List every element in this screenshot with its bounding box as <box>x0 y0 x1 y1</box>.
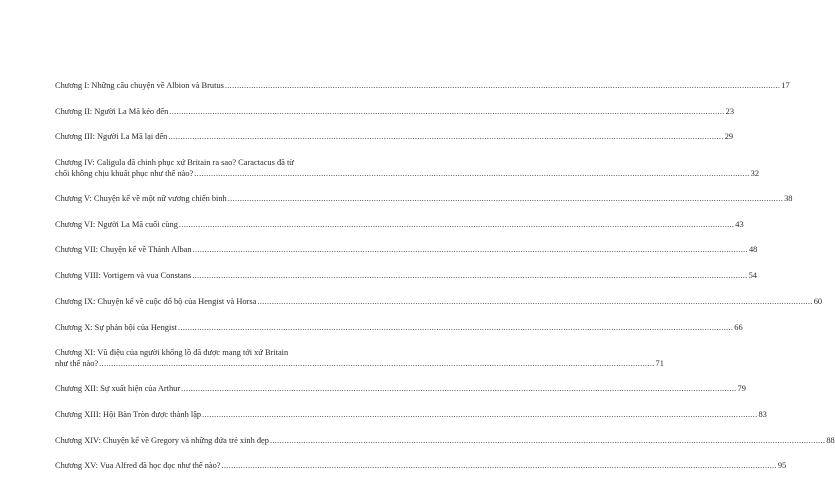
toc-entry-7[interactable] <box>55 244 758 255</box>
toc-entry-10[interactable] <box>55 322 743 333</box>
toc-entry-14[interactable] <box>55 435 835 446</box>
toc-entry-page: 48 <box>748 245 758 255</box>
toc-entry-title: Chương XII: Sự xuất hiện của Arthur <box>55 384 181 394</box>
toc-entry-title: Chương III: Người La Mã lại đến <box>55 132 168 142</box>
leader-dots <box>202 409 757 420</box>
toc-entry-13[interactable] <box>55 409 767 420</box>
toc-entry-12[interactable] <box>55 383 746 394</box>
toc-entry-page: 79 <box>737 384 746 394</box>
toc-entry-title: Chương I: Những câu chuyện về Albion và Brutus <box>55 81 224 90</box>
leader-dots <box>270 435 825 446</box>
toc-entry-page: 38 <box>784 194 793 204</box>
toc-entry-page: 71 <box>655 359 664 369</box>
toc-entry-title: Chương IX: Chuyện kể về cuộc đổ bộ của Hengist và Horsa <box>55 296 257 306</box>
leader-dots <box>169 106 724 117</box>
leader-dots <box>168 131 723 142</box>
toc-entry-title: Chương VI: Người La Mã cuối cùng <box>55 219 178 229</box>
toc-entry-title: Chương XIV: Chuyện kể về Gregory và những đứa trẻ xinh đẹp <box>55 435 269 445</box>
toc-entry-title: Chương II: Người La Mã kéo đến <box>55 106 169 116</box>
toc-entry-page: 88 <box>826 435 835 445</box>
leader-dots <box>178 322 733 333</box>
toc-entry-2[interactable] <box>55 106 735 117</box>
toc-entry-9[interactable] <box>55 296 823 307</box>
toc-entry-page: 83 <box>758 409 767 419</box>
leader-dots <box>192 270 747 281</box>
toc-entry-page: 43 <box>735 219 744 229</box>
toc-entry-title-line1: Chương IV: Caligula đã chinh phục xứ Britain ra sao? Caractacus đã từ <box>55 158 294 168</box>
toc-entry-title: Chương VIII: Vortigern và vua Constans <box>55 271 192 281</box>
toc-entry-page: 95 <box>777 461 787 471</box>
leader-dots <box>179 219 734 230</box>
leader-dots <box>181 383 736 394</box>
toc-entry-title: Chương XIII: Hội Bàn Tròn được thành lập <box>55 409 202 419</box>
toc-entry-8[interactable] <box>55 270 757 281</box>
toc-entry-title: Chương XV: Vua Alfred đã học đọc như thế nào? <box>55 461 221 471</box>
toc-entry-11[interactable] <box>55 347 664 369</box>
toc-entry-1[interactable] <box>55 80 790 91</box>
leader-dots <box>225 80 780 91</box>
toc-entry-title-line2: chối không chịu khuất phục như thế nào? <box>55 169 194 179</box>
toc-entry-page: 60 <box>813 296 823 306</box>
toc-entry-page: 23 <box>725 106 735 116</box>
toc-entry-title: Chương X: Sự phản bội của Hengist <box>55 322 177 332</box>
leader-dots <box>194 168 749 179</box>
toc-entry-15[interactable] <box>55 460 787 471</box>
leader-dots <box>257 296 812 307</box>
toc-entry-title: Chương VII: Chuyện kể về Thánh Alban <box>55 245 192 255</box>
toc-entry-4[interactable] <box>55 157 760 179</box>
toc-entry-page: 66 <box>734 322 743 332</box>
toc-entry-page: 32 <box>750 169 760 179</box>
leader-dots <box>228 193 783 204</box>
table-of-contents <box>55 80 835 486</box>
toc-entry-3[interactable] <box>55 131 734 142</box>
leader-dots <box>99 358 654 369</box>
toc-entry-title-line1: Chương XI: Vũ điệu của người khổng lồ đã được mang tới xứ Britain <box>55 348 289 358</box>
toc-entry-page: 54 <box>748 271 757 281</box>
leader-dots <box>193 244 748 255</box>
toc-entry-5[interactable] <box>55 193 793 204</box>
toc-entry-page: 17 <box>781 81 790 90</box>
toc-entry-6[interactable] <box>55 219 744 230</box>
toc-entry-title-line2: như thế nào? <box>55 359 99 369</box>
leader-dots <box>222 460 777 471</box>
toc-entry-page: 29 <box>724 132 734 142</box>
toc-entry-title: Chương V: Chuyện kể về một nữ vương chiến binh <box>55 194 227 204</box>
